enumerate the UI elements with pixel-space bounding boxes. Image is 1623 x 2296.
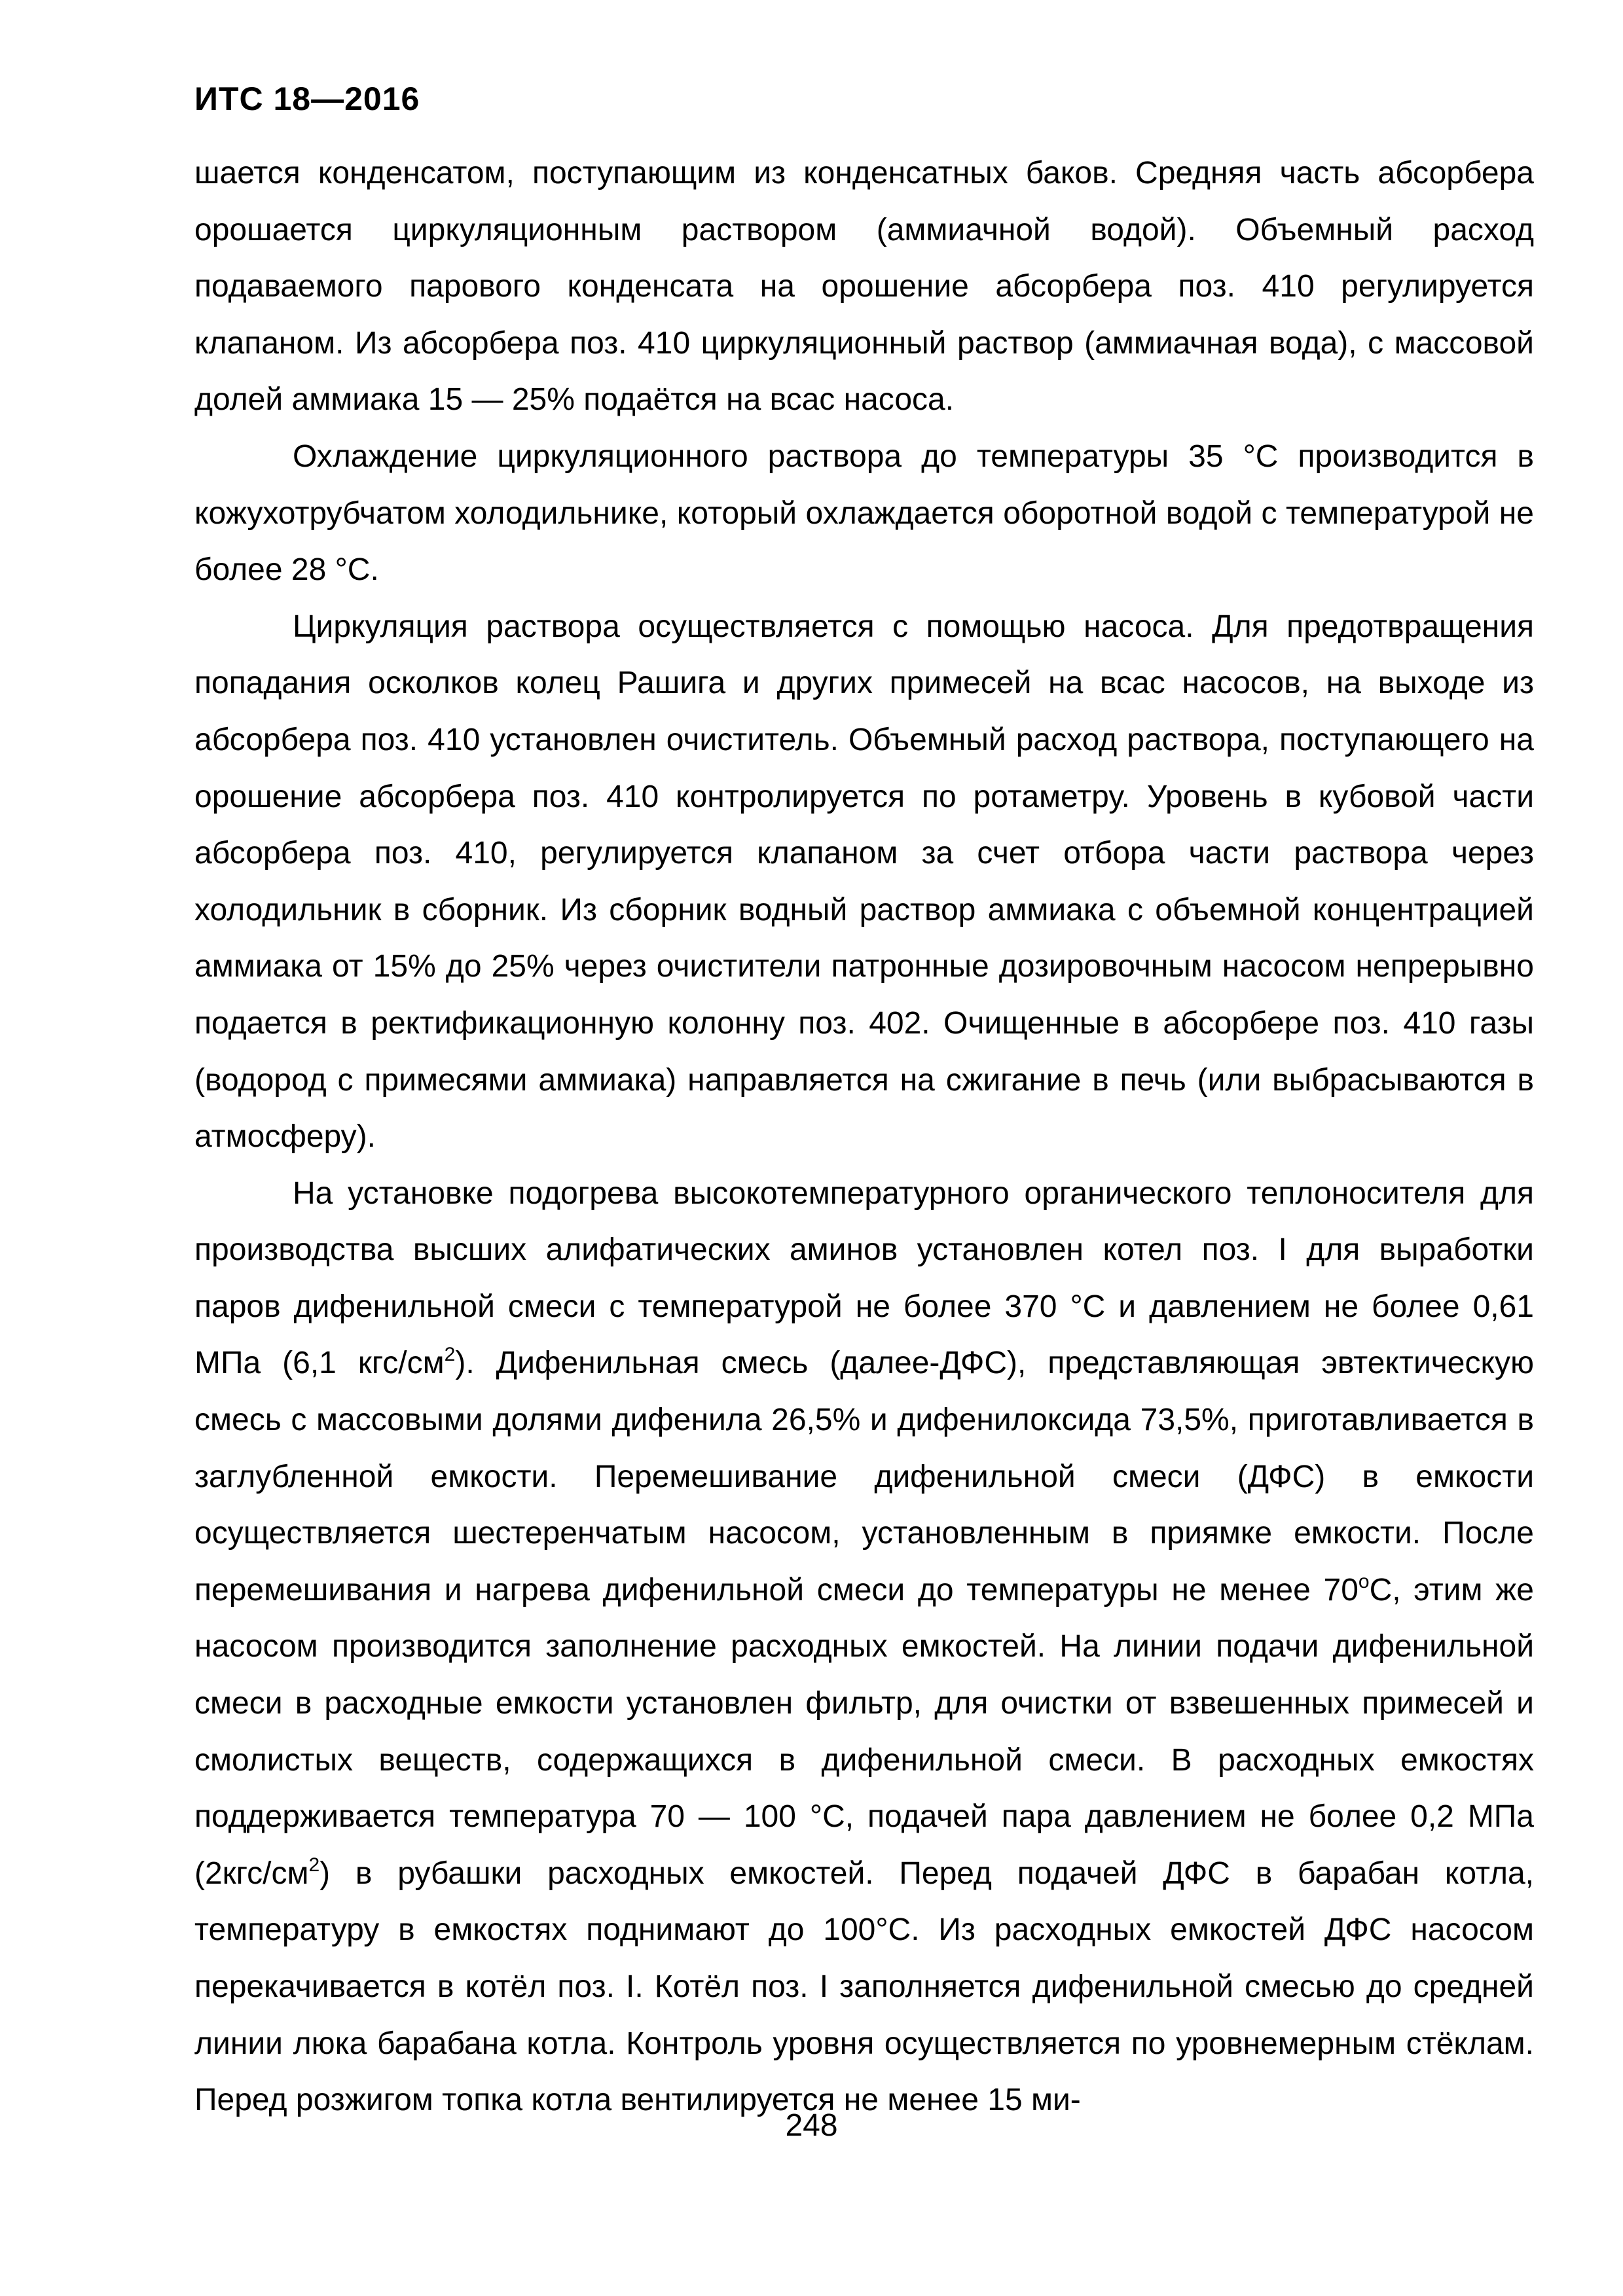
paragraph-text-segment: С, этим же насосом производится заполнение расходных емкостей. На линии подачи дифенильной смеси в расходные емкости установлен фильтр, для очистки от взвешенных примесей и смолистых веществ, содержащихся в дифенильной смеси. В расходных емкостях поддерживается температура 70 — 100 °С, подачей пара давлением не более 0,2 МПа (2кгс/см [194,1572,1534,1891]
paragraph-text-segment: На установке подогрева высокотемпературного органического теплоносителя для производства высших алифатических аминов установлен котел поз. I для выработки паров дифенильной смеси с температурой не более 370 °С и давлением не более 0,61 МПа (6,1 кгс/см [194,1175,1534,1381]
document-code-header: ИТС 18—2016 [194,81,420,117]
superscript: 2 [308,1854,320,1876]
superscript: о [1358,1570,1370,1592]
paragraph-text-segment: ). Дифенильная смесь (далее-ДФС), представляющая эвтектическую смесь с массовыми долями дифенила 26,5% и дифенилоксида 73,5%, приготавливается в заглубленной емкости. Перемешивание дифенильной смеси (ДФС) в емкости осуществляется шестеренчатым насосом, установленным в приямке емкости. После перемешивания и нагрева дифенильной смеси до температуры не менее 70 [194,1346,1534,1607]
page-number: 248 [785,2108,838,2143]
paragraph-solution-circulation: Циркуляция раствора осуществляется с помощью насоса. Для предотвращения попадания осколков колец Рашига и других примесей на всас насосов, на выходе из абсорбера поз. 410 установлен очиститель. Объемный расход раствора, поступающего на орошение абсорбера поз. 410 контролируется по ротаметру. Уровень в кубовой части абсорбера поз. 410, регулируется клапаном за счет отбора части раствора через холодильник в сборник. Из сборник водный раствор аммиака с объемной концентрацией аммиака от 15% до 25% через очистители патронные дозировочным насосом непрерывно подается в ректификационную колонну поз. 402. Очищенные в абсорбере поз. 410 газы (водород с примесями аммиака) направляется на сжигание в печь (или выбрасываются в атмосферу). [194,609,1534,1155]
paragraph-heat-carrier-installation [194,1166,1534,2129]
superscript: 2 [444,1344,456,1366]
body-text [194,145,1534,2129]
paragraph-text-segment: ) в рубашки расходных емкостей. Перед подачей ДФС в барабан котла, температуру в емкостях поднимают до 100°С. Из расходных емкостей ДФС насосом перекачивается в котёл поз. I. Котёл поз. I заполняется дифенильной смесью до средней линии люка барабана котла. Контроль уровня осуществляется по уровнемерным стёклам. Перед розжигом топка котла вентилируется не менее 15 ми- [194,1856,1534,2118]
paragraph-solution-cooling: Охлаждение циркуляционного раствора до температуры 35 °С производится в кожухотрубчатом холодильнике, который охлаждается оборотной водой с температурой не более 28 °С. [194,439,1534,588]
paragraph-absorber-irrigation: шается конденсатом, поступающим из конденсатных баков. Средняя часть абсорбера орошается циркуляционным раствором (аммиачной водой). Объемный расход подаваемого парового конденсата на орошение абсорбера поз. 410 регулируется клапаном. Из абсорбера поз. 410 циркуляционный раствор (аммиачная вода), с массовой долей аммиака 15 — 25% подаётся на всас насоса. [194,156,1534,418]
